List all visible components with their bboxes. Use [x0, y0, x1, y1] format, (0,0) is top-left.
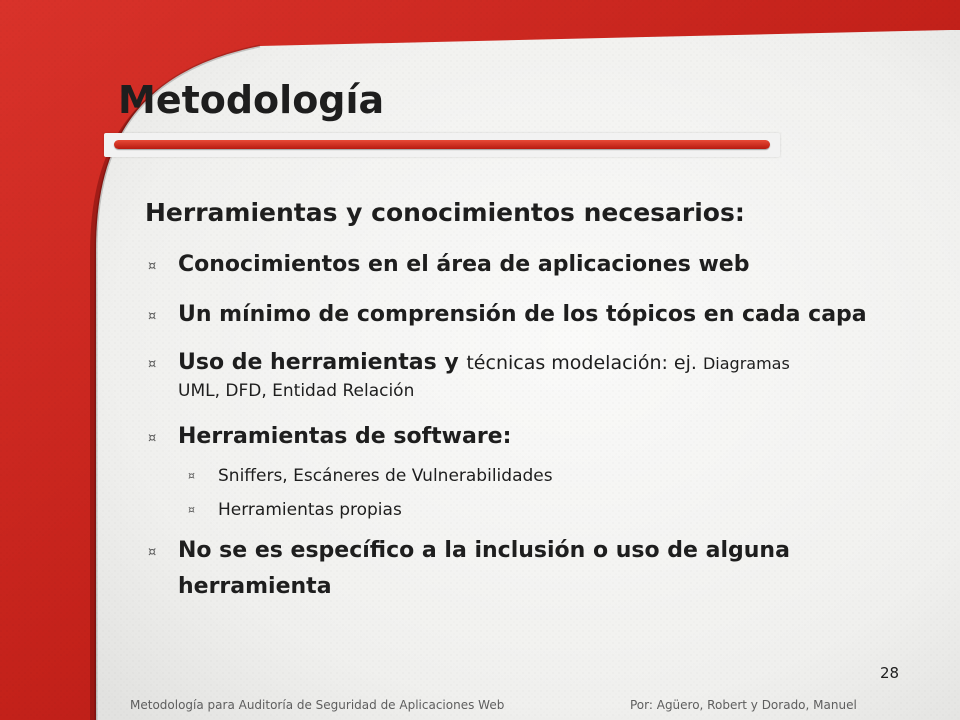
sub-bullet-text: Herramientas propias [218, 500, 402, 520]
bullet-text-line-2: herramienta [178, 574, 332, 599]
title-underline-red-stripe [114, 140, 770, 149]
bullet-marker-icon: ¤ [148, 259, 157, 274]
sub-bullet-marker-icon: ¤ [188, 503, 195, 516]
sub-bullet-text: Sniffers, Escáneres de Vulnerabilidades [218, 466, 553, 486]
page-number: 28 [880, 664, 900, 682]
footer-title: Metodología para Auditoría de Seguridad de Aplicaciones Web [130, 698, 505, 712]
slide-title: Metodología [118, 78, 385, 122]
bullet-text: Herramientas de software: [178, 424, 512, 449]
title-underline-bar [104, 133, 780, 157]
bullet-text: Un mínimo de comprensión de los tópicos en cada capa [178, 302, 867, 327]
sub-bullet-marker-icon: ¤ [188, 469, 195, 482]
bullet-marker-icon: ¤ [148, 357, 157, 372]
bullet-text-line-1: No se es específico a la inclusión o uso de alguna [178, 538, 790, 563]
bullet-text-line-2: UML, DFD, Entidad Relación [178, 381, 415, 401]
bullet-text: Conocimientos en el área de aplicaciones web [178, 252, 750, 277]
bullet-marker-icon: ¤ [148, 431, 157, 446]
bullet-marker-icon: ¤ [148, 309, 157, 324]
bullet-text-line-1 [178, 350, 790, 375]
bullet-text-part-2: técnicas modelación: ej. [466, 352, 703, 374]
subheading: Herramientas y conocimientos necesarios: [145, 198, 745, 227]
bullet-marker-icon: ¤ [148, 545, 157, 560]
bullet-text-part-3: Diagramas [702, 354, 790, 373]
footer-authors: Por: Agüero, Robert y Dorado, Manuel [630, 698, 857, 712]
bullet-text-part-1: Uso de herramientas y [178, 350, 467, 375]
